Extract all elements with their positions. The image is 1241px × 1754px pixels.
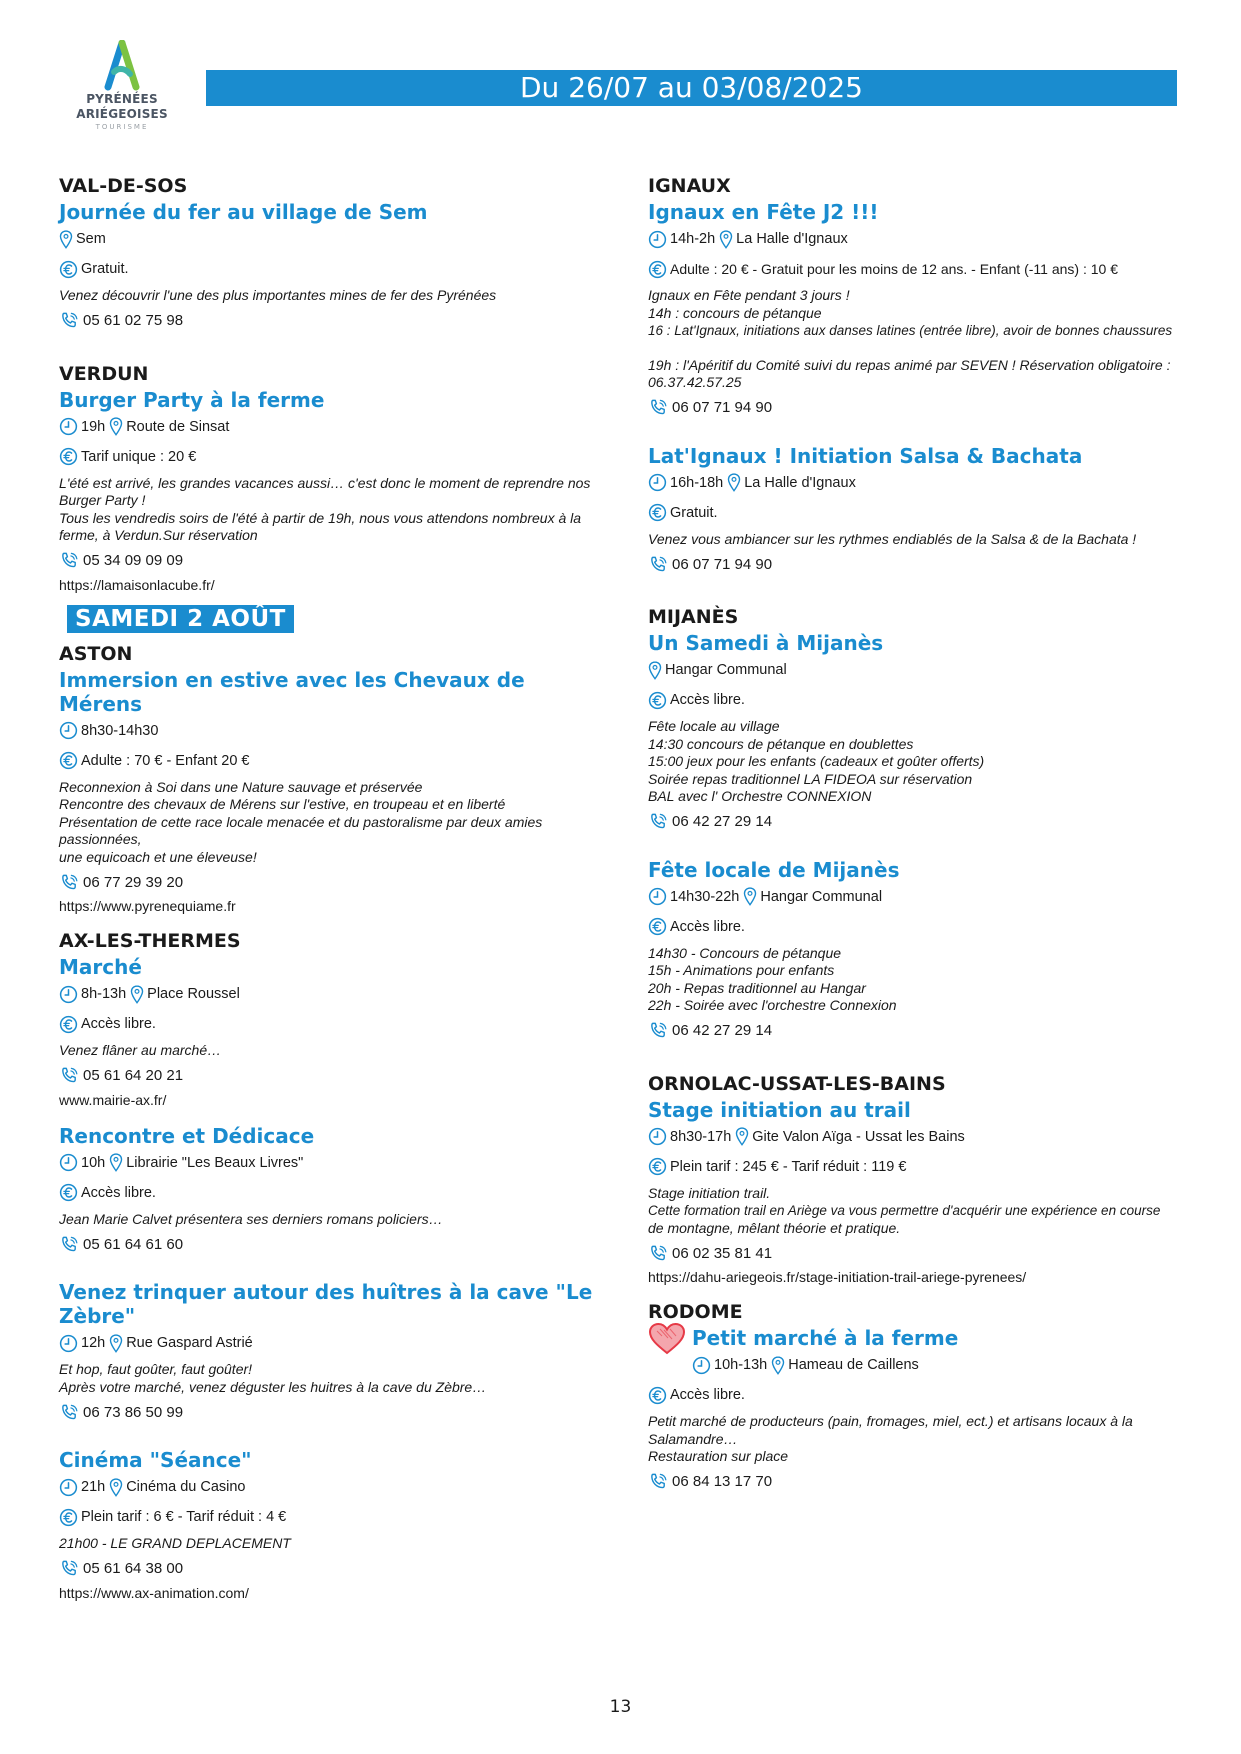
event-title: Journée du fer au village de Sem (59, 200, 428, 224)
event-place: Hangar Communal (760, 888, 883, 905)
event-description (59, 1361, 599, 1396)
event-description: Jean Marie Calvet présentera ses derniers romans policiers… (59, 1210, 443, 1227)
logo-line1: PYRÉNÉES (86, 92, 158, 106)
euro-icon (59, 751, 78, 770)
event-phone[interactable]: 06 84 13 17 70 (672, 1473, 773, 1490)
event-ax-marche (59, 930, 599, 1110)
desc-line: Rencontre des chevaux de Mérens sur l'estive, en troupeau et en liberté (59, 796, 506, 812)
event-ignaux-fete (648, 175, 1183, 420)
event-fete-locale-mijanes (648, 858, 1183, 1043)
phone-icon (59, 1403, 80, 1422)
location-pin-icon (109, 417, 123, 436)
event-place: Hameau de Caillens (788, 1357, 919, 1373)
desc-line: 19h : l'Apéritif du Comité suivi du repas animé par SEVEN ! Réservation obligatoire : (648, 356, 1171, 373)
event-url[interactable]: https://www.ax-animation.com/ (59, 1584, 249, 1601)
location-pin-icon (59, 230, 73, 249)
phone-icon (59, 1235, 80, 1254)
event-place: Place Roussel (147, 986, 240, 1002)
event-phone[interactable]: 05 61 64 20 21 (83, 1067, 184, 1084)
event-huitres-zebre (59, 1280, 599, 1424)
event-description (59, 779, 599, 867)
phone-icon (648, 1021, 669, 1040)
event-title: Burger Party à la ferme (59, 387, 325, 412)
event-place: La Halle d'Ignaux (744, 474, 856, 491)
event-description (648, 945, 1183, 1015)
desc-line: BAL avec l' Orchestre CONNEXION (648, 788, 872, 804)
clock-icon (59, 1334, 78, 1353)
event-phone[interactable]: 06 73 86 50 99 (83, 1403, 184, 1421)
event-place: Rue Gaspard Astrié (126, 1335, 253, 1351)
phone-icon (59, 1559, 80, 1578)
euro-icon (59, 447, 78, 466)
city-heading: ASTON (59, 642, 133, 665)
location-pin-icon (727, 473, 741, 492)
event-phone[interactable]: 05 61 64 38 00 (83, 1560, 184, 1577)
event-place: Hangar Communal (665, 662, 787, 678)
city-heading: RODOME (648, 1301, 743, 1323)
city-heading: MIJANÈS (648, 606, 739, 628)
desc-line: Reconnexion à Soi dans une Nature sauvage et préservée (59, 778, 423, 795)
event-time: 14h-2h (670, 231, 716, 247)
event-title: Cinéma "Séance" (59, 1448, 252, 1472)
event-price: Accès libre. (81, 1184, 156, 1201)
desc-line: Burger Party ! (59, 492, 146, 508)
city-heading: AX-LES-THERMES (59, 930, 241, 952)
event-price: Plein tarif : 6 € - Tarif réduit : 4 € (81, 1509, 287, 1525)
euro-icon (59, 1508, 78, 1527)
event-title: Ignaux en Fête J2 !!! (648, 200, 879, 224)
event-title: Stage initiation au trail (648, 1097, 911, 1122)
euro-icon (59, 1015, 78, 1034)
desc-line: Restauration sur place (648, 1448, 789, 1464)
event-price: Accès libre. (670, 918, 745, 935)
event-samedi-mijanes (648, 606, 1183, 834)
event-price: Gratuit. (670, 504, 718, 521)
phone-icon (648, 1472, 669, 1491)
phone-icon (648, 398, 669, 417)
desc-line: une equicoach et une éleveuse! (59, 848, 257, 865)
event-url[interactable]: https://lamaisonlacube.fr/ (59, 576, 215, 593)
page-number: 13 (609, 1697, 632, 1717)
event-description (648, 287, 1183, 392)
phone-icon (59, 551, 80, 570)
event-time: 8h30-14h30 (81, 722, 159, 739)
event-time: 16h-18h (670, 474, 724, 491)
event-price: Accès libre. (670, 1387, 745, 1403)
event-time: 8h30-17h (670, 1128, 732, 1145)
euro-icon (59, 260, 78, 279)
event-place: Route de Sinsat (126, 418, 230, 435)
phone-icon (648, 555, 669, 574)
event-time: 19h (81, 418, 106, 435)
desc-line: 16 : Lat'Ignaux, initiations aux danses latines (entrée libre), avoir de bonnes chaussures (648, 323, 1173, 338)
event-title: Fête locale de Mijanès (648, 857, 900, 882)
clock-icon (59, 721, 78, 740)
location-pin-icon (771, 1356, 785, 1375)
euro-icon (648, 1157, 667, 1176)
desc-line: 14h30 - Concours de pétanque (648, 944, 842, 961)
event-place: Gite Valon Aïga - Ussat les Bains (752, 1128, 965, 1145)
event-time: 10h-13h (714, 1357, 768, 1373)
pyrenees-ariegeoises-logo (72, 40, 172, 131)
location-pin-icon (109, 1334, 123, 1353)
phone-icon (648, 1244, 669, 1263)
event-phone[interactable]: 05 61 02 75 98 (83, 312, 184, 329)
event-phone[interactable]: 05 61 64 61 60 (83, 1235, 184, 1253)
event-title: Marché (59, 955, 142, 979)
euro-icon (648, 917, 667, 936)
clock-icon (59, 1478, 78, 1497)
event-place: Sem (76, 231, 106, 247)
location-pin-icon (719, 230, 733, 249)
city-heading: ORNOLAC-USSAT-LES-BAINS (648, 1072, 946, 1095)
event-time: 10h (81, 1154, 106, 1171)
event-description: Venez vous ambiancer sur les rythmes endiablés de la Salsa & de la Bachata ! (648, 530, 1137, 547)
desc-line: Après votre marché, venez déguster les huitres à la cave du Zèbre… (59, 1378, 487, 1395)
location-pin-icon (130, 985, 144, 1004)
desc-line: Cette formation trail en Ariège va vous permettre d'acquérir une expérience en course (648, 1203, 1161, 1218)
event-phone[interactable]: 06 42 27 29 14 (672, 813, 773, 830)
event-phone[interactable]: 06 42 27 29 14 (672, 1022, 773, 1039)
euro-icon (59, 1183, 78, 1202)
event-title: Immersion en estive avec les Chevaux de Mérens (59, 667, 525, 716)
location-pin-icon (735, 1127, 749, 1146)
event-price: Plein tarif : 245 € - Tarif réduit : 119 € (670, 1158, 907, 1175)
event-place: Cinéma du Casino (126, 1479, 246, 1495)
event-price: Adulte : 20 € - Gratuit pour les moins de 12 ans. - Enfant (-11 ans) : 10 € (670, 261, 1118, 277)
clock-icon (648, 473, 667, 492)
event-description: Venez découvrir l'une des plus importantes mines de fer des Pyrénées (59, 287, 497, 303)
logo-line2: ARIÉGEOISES (76, 107, 168, 121)
desc-line: 20h - Repas traditionnel au Hangar (648, 979, 866, 996)
clock-icon (59, 417, 78, 436)
event-price: Tarif unique : 20 € (81, 448, 197, 465)
event-title: Rencontre et Dédicace (59, 1123, 315, 1148)
event-cinema-seance (59, 1448, 599, 1603)
event-place: La Halle d'Ignaux (736, 231, 848, 247)
event-time: 14h30-22h (670, 888, 740, 905)
event-phone[interactable]: 05 34 09 09 09 (83, 552, 184, 569)
desc-line: Stage initiation trail. (648, 1184, 771, 1201)
event-phone[interactable]: 06 77 29 39 20 (83, 873, 184, 891)
event-price: Adulte : 70 € - Enfant 20 € (81, 752, 250, 769)
desc-line: 14h : concours de pétanque (648, 304, 822, 321)
event-price: Gratuit. (81, 261, 129, 277)
clock-icon (59, 1153, 78, 1172)
event-url[interactable]: www.mairie-ax.fr/ (59, 1091, 167, 1108)
euro-icon (648, 503, 667, 522)
city-heading: VAL-DE-SOS (59, 175, 188, 197)
event-val-de-sos (59, 175, 599, 333)
location-pin-icon (743, 887, 757, 906)
event-phone[interactable]: 06 07 71 94 90 (672, 555, 773, 573)
event-place: Librairie "Les Beaux Livres" (126, 1154, 304, 1171)
event-time: 21h (81, 1479, 106, 1495)
event-latignaux-salsa (648, 444, 1183, 577)
event-title: Petit marché à la ferme (692, 1326, 959, 1350)
desc-line: 06.37.42.57.25 (648, 374, 742, 390)
event-url[interactable]: https://dahu-ariegeois.fr/stage-initiation-trail-ariege-pyrenees/ (648, 1269, 1027, 1285)
event-phone[interactable]: 06 02 35 81 41 (672, 1244, 773, 1262)
event-verdun (59, 363, 599, 595)
desc-line: de montagne, mêlant théorie et pratique. (648, 1219, 901, 1236)
left-column (59, 175, 599, 1603)
event-description (648, 1185, 1183, 1238)
event-description: Venez flâner au marché… (59, 1042, 222, 1058)
event-title: Venez trinquer autour des huîtres à la cave "Le Zèbre" (59, 1280, 593, 1328)
clock-icon (648, 887, 667, 906)
phone-icon (648, 812, 669, 831)
city-heading: VERDUN (59, 362, 149, 385)
event-description (648, 718, 1183, 806)
city-heading: IGNAUX (648, 175, 731, 197)
desc-line: 15h - Animations pour enfants (648, 962, 835, 978)
event-time: 8h-13h (81, 986, 127, 1002)
event-url[interactable]: https://www.pyrenequiame.fr (59, 898, 236, 914)
event-description (648, 1413, 1183, 1466)
location-pin-icon (109, 1478, 123, 1497)
desc-line: 22h - Soirée avec l'orchestre Connexion (648, 997, 897, 1013)
event-price: Accès libre. (670, 692, 745, 708)
date-range-banner: Du 26/07 au 03/08/2025 (206, 70, 1177, 106)
location-pin-icon (109, 1153, 123, 1172)
event-petit-marche-ferme (648, 1301, 1183, 1494)
clock-icon (59, 985, 78, 1004)
desc-line: ferme, à Verdun.Sur réservation (59, 527, 258, 543)
event-stage-trail (648, 1073, 1183, 1288)
desc-line: 15:00 jeux pour les enfants (cadeaux et goûter offerts) (648, 753, 985, 769)
desc-line: Fête locale au village (648, 718, 780, 734)
day-heading: SAMEDI 2 AOÛT (67, 605, 294, 633)
event-description: 21h00 - LE GRAND DEPLACEMENT (59, 1535, 291, 1551)
clock-icon (648, 1127, 667, 1146)
event-time: 12h (81, 1335, 106, 1351)
phone-icon (59, 1066, 80, 1085)
desc-line: L'été est arrivé, les grandes vacances aussi… c'est donc le moment de reprendre nos (59, 474, 591, 491)
phone-icon (59, 873, 80, 892)
desc-line: 14:30 concours de pétanque en doublettes (648, 735, 914, 752)
euro-icon (648, 691, 667, 710)
phone-icon (59, 311, 80, 330)
event-aston (59, 643, 599, 917)
clock-icon (692, 1356, 711, 1375)
location-pin-icon (648, 661, 662, 680)
heart-icon (648, 1322, 686, 1356)
desc-line: Petit marché de producteurs (pain, fromages, miel, ect.) et artisans locaux à la (648, 1413, 1133, 1429)
logo-line3: TOURISME (95, 123, 149, 131)
event-title: Lat'Ignaux ! Initiation Salsa & Bachata (648, 443, 1083, 468)
right-column (648, 175, 1183, 1494)
desc-line: Ignaux en Fête pendant 3 jours ! (648, 287, 850, 303)
event-title: Un Samedi à Mijanès (648, 631, 884, 655)
euro-icon (648, 260, 667, 279)
event-price: Accès libre. (81, 1016, 156, 1032)
event-description (59, 475, 599, 545)
logo-mark-icon (103, 40, 141, 92)
desc-line: Et hop, faut goûter, faut goûter! (59, 1361, 253, 1377)
desc-line: Présentation de cette race locale menacée et du pastoralisme par deux amies passionnées, (59, 813, 543, 847)
desc-line: Soirée repas traditionnel LA FIDEOA sur réservation (648, 770, 973, 787)
event-phone[interactable]: 06 07 71 94 90 (672, 399, 773, 416)
euro-icon (648, 1386, 667, 1405)
clock-icon (648, 230, 667, 249)
event-rencontre-dedicace (59, 1124, 599, 1257)
desc-line: Tous les vendredis soirs de l'été à partir de 19h, nous vous attendons nombreux à la (59, 509, 582, 526)
desc-line: Salamandre… (648, 1430, 738, 1447)
